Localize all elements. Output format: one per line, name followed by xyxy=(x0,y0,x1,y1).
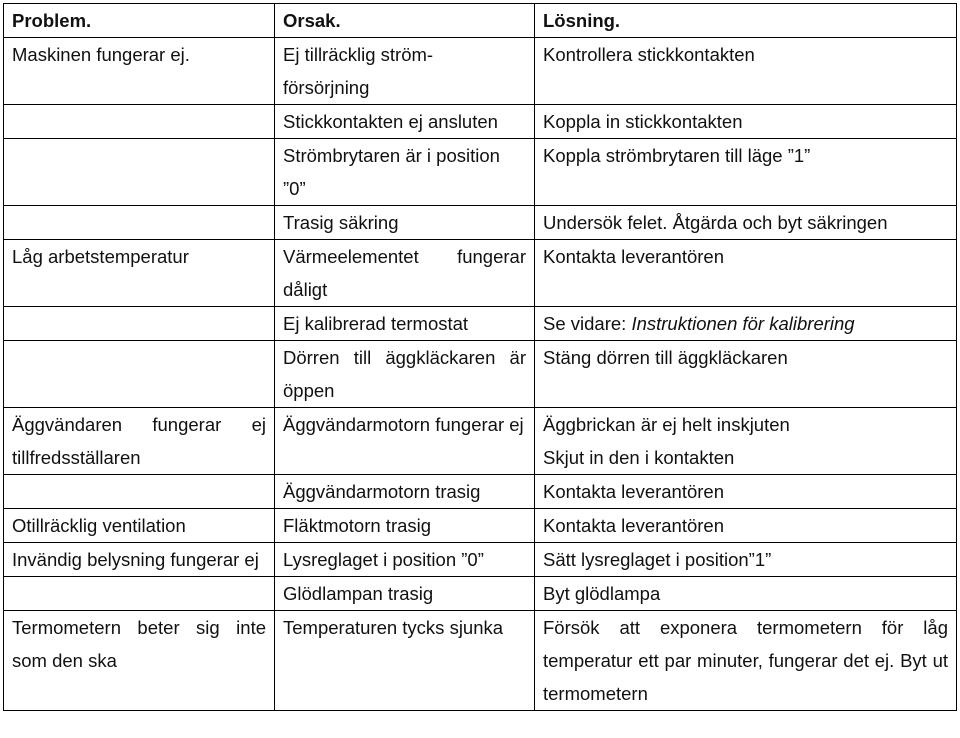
table-row xyxy=(4,206,957,240)
orsak-cell: Strömbrytaren är i position ”0” xyxy=(275,139,535,206)
losning-cell: Kontakta leverantören xyxy=(535,240,957,307)
losning-cell: Sätt lysreglaget i position”1” xyxy=(535,543,957,577)
losning-prefix: Se vidare: xyxy=(543,313,632,334)
problem-cell xyxy=(4,307,275,341)
losning-cell: Äggbrickan är ej helt inskjuten Skjut in den i kontakten xyxy=(535,408,957,475)
orsak-cell: Glödlampan trasig xyxy=(275,577,535,611)
losning-cell: Stäng dörren till äggkläckaren xyxy=(535,341,957,408)
orsak-cell: Temperaturen tycks sjunka xyxy=(275,611,535,711)
orsak-cell: Ej kalibrerad termostat xyxy=(275,307,535,341)
orsak-cell: Stickkontakten ej ansluten xyxy=(275,105,535,139)
problem-cell xyxy=(4,139,275,206)
table-row xyxy=(4,38,957,105)
problem-cell xyxy=(4,105,275,139)
orsak-cell: Äggvändarmotorn fungerar ej xyxy=(275,408,535,475)
problem-cell: Maskinen fungerar ej. xyxy=(4,38,275,105)
table-row xyxy=(4,611,957,711)
table-row xyxy=(4,139,957,206)
orsak-cell: Äggvändarmotorn trasig xyxy=(275,475,535,509)
calibration-reference: Instruktionen för kalibrering xyxy=(631,313,855,334)
losning-cell: Försök att exponera termometern för låg temperatur ett par minuter, fungerar det ej. Byt ut termometern xyxy=(535,611,957,711)
orsak-cell: Dörren till äggkläckaren är öppen xyxy=(275,341,535,408)
problem-cell: Äggvändaren fungerar ej tillfredsställaren xyxy=(4,408,275,475)
losning-cell: Byt glödlampa xyxy=(535,577,957,611)
problem-cell: Låg arbetstemperatur xyxy=(4,240,275,307)
header-losning: Lösning. xyxy=(535,4,957,38)
table-row xyxy=(4,240,957,307)
losning-cell: Kontakta leverantören xyxy=(535,509,957,543)
table-row xyxy=(4,307,957,341)
losning-cell: Kontrollera stickkontakten xyxy=(535,38,957,105)
table-row xyxy=(4,341,957,408)
table-row xyxy=(4,105,957,139)
problem-cell: Invändig belysning fungerar ej xyxy=(4,543,275,577)
table-row xyxy=(4,408,957,475)
orsak-cell: Ej tillräcklig ström- försörjning xyxy=(275,38,535,105)
orsak-cell: Trasig säkring xyxy=(275,206,535,240)
orsak-cell: Lysreglaget i position ”0” xyxy=(275,543,535,577)
problem-cell xyxy=(4,206,275,240)
header-problem: Problem. xyxy=(4,4,275,38)
header-row xyxy=(4,4,957,38)
orsak-cell: Fläktmotorn trasig xyxy=(275,509,535,543)
problem-cell: Otillräcklig ventilation xyxy=(4,509,275,543)
troubleshooting-table xyxy=(3,3,957,711)
losning-cell: Koppla strömbrytaren till läge ”1” xyxy=(535,139,957,206)
header-orsak: Orsak. xyxy=(275,4,535,38)
losning-cell xyxy=(535,307,957,341)
table-row xyxy=(4,543,957,577)
losning-cell: Undersök felet. Åtgärda och byt säkringen xyxy=(535,206,957,240)
losning-cell: Koppla in stickkontakten xyxy=(535,105,957,139)
problem-cell: Termometern beter sig inte som den ska xyxy=(4,611,275,711)
problem-cell xyxy=(4,577,275,611)
table-row xyxy=(4,475,957,509)
table-row xyxy=(4,509,957,543)
orsak-cell: Värmeelementet fungerar dåligt xyxy=(275,240,535,307)
problem-cell xyxy=(4,475,275,509)
table-row xyxy=(4,577,957,611)
losning-cell: Kontakta leverantören xyxy=(535,475,957,509)
problem-cell xyxy=(4,341,275,408)
